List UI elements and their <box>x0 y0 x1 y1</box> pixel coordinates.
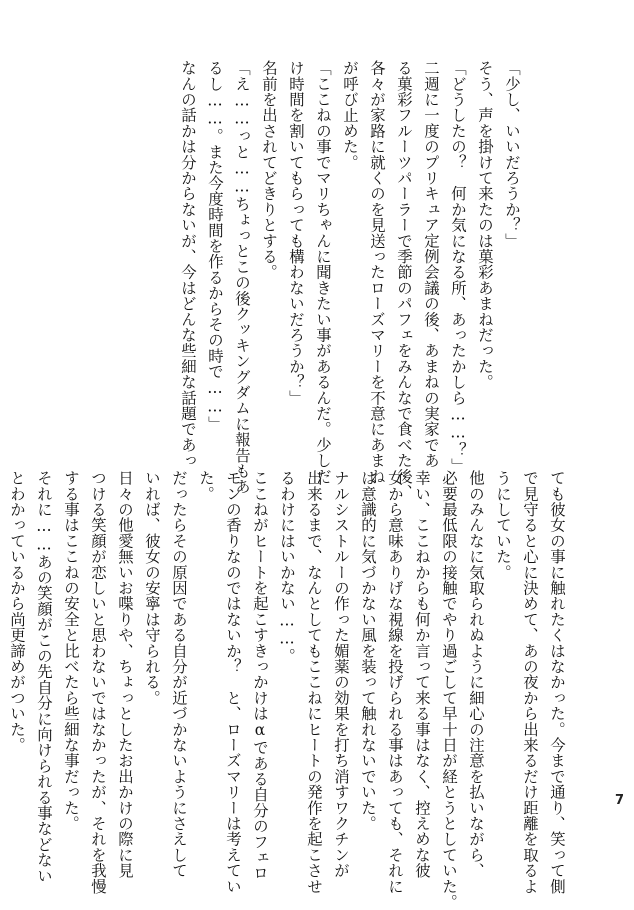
text-line: るし……。また今度時間を作るからその時で……」 <box>206 60 224 432</box>
text-line: 幸い、ここねからも何か言って来る事はなく、控えめな彼 <box>413 470 431 879</box>
text-line: け時間を割いてもらっても構わないだろうか？」 <box>287 60 305 406</box>
text-line: は意識的に気づかない風を装って触れないでいた。 <box>359 470 377 832</box>
text-line: で見守ると心に決めて、あの夜から出来るだけ距離を取るよ <box>521 470 539 894</box>
text-line: なんの話かは分からないが、今はどんな些細な話題であっ <box>179 60 197 469</box>
lower-text-block <box>8 470 570 910</box>
text-line: 日々の他愛無いお喋りや、ちょっとしたお出かけの際に見 <box>116 470 134 879</box>
text-line: 名前を出されてどきりとする。 <box>260 60 278 280</box>
text-line: うにしていた。 <box>494 470 512 580</box>
text-line: 出来るまで、なんとしてもここねにヒートの発作を起こさせ <box>305 470 323 894</box>
text-line: 「ここねの事でマリちゃんに聞きたい事があるんだ。少しだ <box>314 60 332 484</box>
text-line: いれば、彼女の安寧は守られる。 <box>143 470 161 706</box>
text-line: 他のみんなに気取られぬように細心の注意を払いながら、 <box>467 470 485 879</box>
text-line: とわかっているから尚更諦めがついた。 <box>8 470 26 753</box>
text-line: が呼び止めた。 <box>341 60 359 170</box>
text-line: 各々が家路に就くのを見送ったローズマリーを不意にあまね <box>368 60 386 484</box>
text-line: つける笑顔が恋しいと思わないではなかったが、それを我慢 <box>89 470 107 894</box>
text-line: モンの香りなのではないか？ と、ローズマリーは考えてい <box>224 470 242 894</box>
text-line: だったらその原因である自分が近づかないようにさえして <box>170 470 188 879</box>
text-line: 「どうしたの？ 何か気になる所、あったかしら……？」 <box>449 60 467 474</box>
upper-text-block <box>80 60 525 500</box>
text-line: 必要最低限の接触でやり過ごして早十日が経とうとしていた。 <box>440 470 458 910</box>
page-number: 7 <box>615 793 625 808</box>
text-line: ても彼女の事に触れたくはなかった。今まで通り、笑って側 <box>548 470 566 894</box>
text-line: 「え……っと……ちょっとこの後クッキングダムに報告もあ <box>233 60 251 495</box>
text-line: る菓彩フルーツパーラーで季節のパフェをみんなで食べた後、 <box>395 60 413 500</box>
text-line: た。 <box>197 470 215 502</box>
text-line: それに……あの笑顔がこの先自分に向けられる事などない <box>35 470 53 884</box>
text-line: ここねがヒートを起こすきっかけはαである自分のフェロ <box>251 470 269 881</box>
text-line: そう、声を掛けて来たのは菓彩あまねだった。 <box>476 60 494 390</box>
text-line: する事はここねの安全と比べたら些細な事だった。 <box>62 470 80 832</box>
text-line: ナルシストルーの作った媚薬の効果を打ち消すワクチンが <box>332 470 350 879</box>
text-line: 「少し、いいだろうか？」 <box>503 60 521 249</box>
text-line: 女から意味ありげな視線を投げられる事はあっても、それに <box>386 470 404 894</box>
text-line: 二週に一度のプリキュア定例会議の後、あまねの実家であ <box>422 60 440 469</box>
text-line: るわけにはいかない……。 <box>278 470 296 664</box>
